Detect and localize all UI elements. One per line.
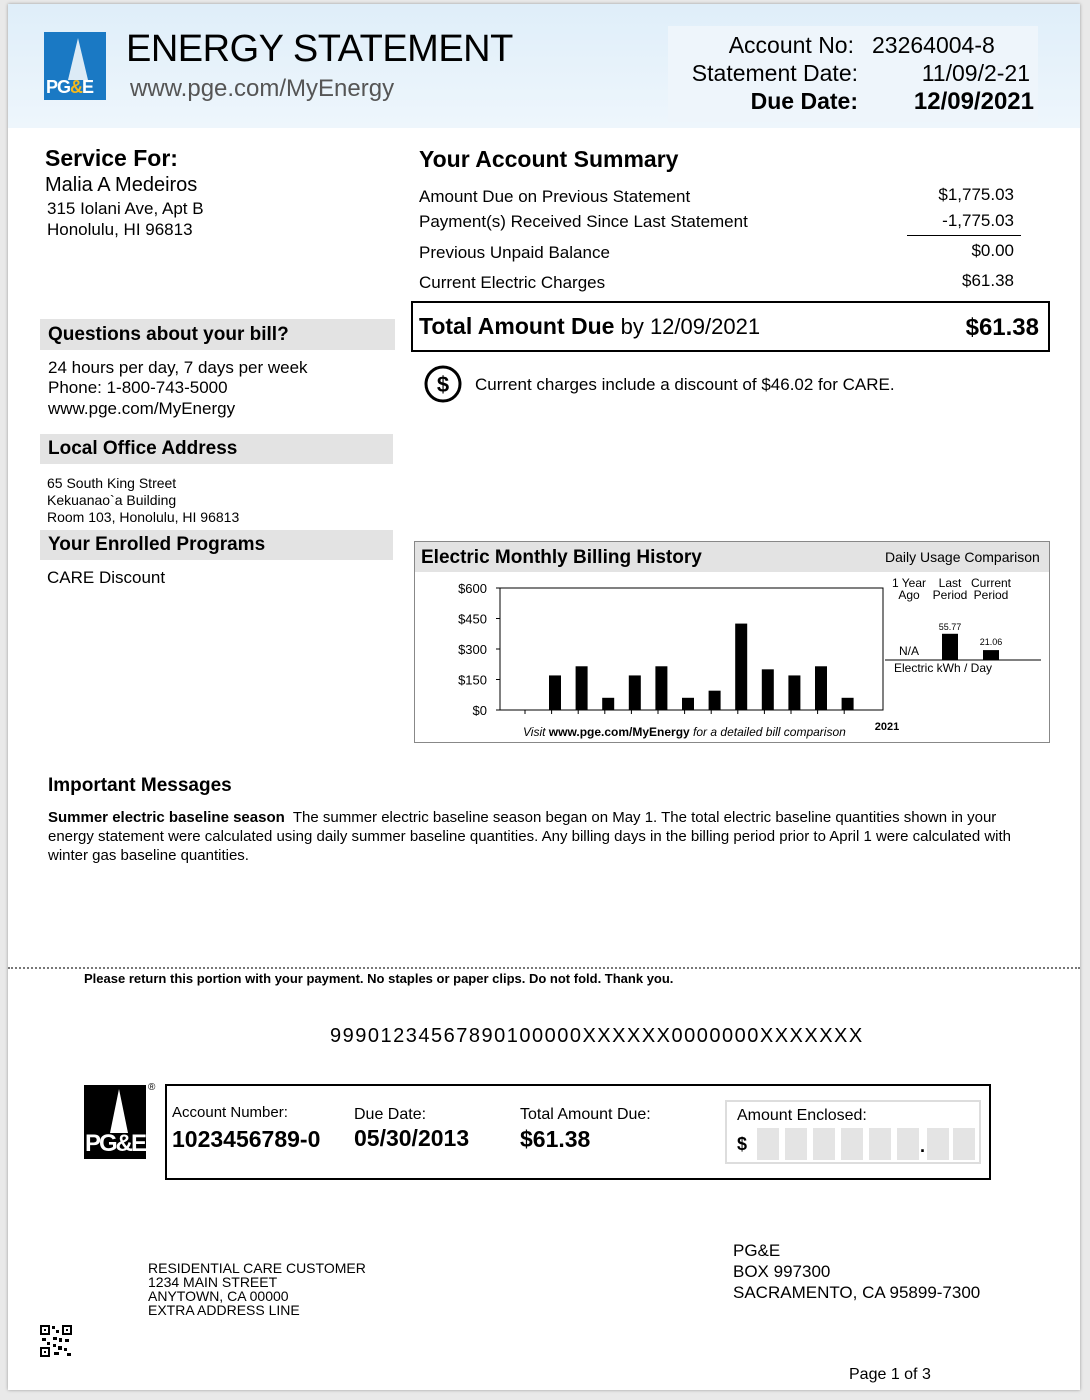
account-no-label: Account No: bbox=[728, 32, 854, 58]
svg-text:$: $ bbox=[436, 372, 450, 397]
chart-title: Electric Monthly Billing History bbox=[421, 547, 702, 568]
amount-decimal-point: . bbox=[920, 1136, 926, 1156]
amount-digit-box[interactable] bbox=[953, 1128, 975, 1160]
amount-enclosed-currency: $ bbox=[737, 1134, 748, 1154]
billing-bar-plot bbox=[415, 572, 915, 742]
stub-logo-bolt-icon bbox=[110, 1089, 128, 1133]
service-address-line1: 315 Iolani Ave, Apt B bbox=[47, 199, 204, 218]
amount-enclosed-field[interactable] bbox=[725, 1100, 981, 1164]
billing-bar bbox=[762, 669, 774, 710]
amount-digit-box[interactable] bbox=[813, 1128, 835, 1160]
statement-header bbox=[8, 4, 1080, 128]
stub-total-value: $61.38 bbox=[520, 1126, 591, 1152]
stub-account-value: 1023456789-0 bbox=[172, 1126, 321, 1152]
summary-row-value: $0.00 bbox=[971, 241, 1014, 260]
summary-divider bbox=[907, 235, 1021, 236]
y-tick-label: $0 bbox=[472, 703, 487, 718]
summary-row-label: Current Electric Charges bbox=[419, 273, 606, 292]
enrolled-program-item: CARE Discount bbox=[47, 568, 166, 587]
local-office-heading: Local Office Address bbox=[40, 434, 393, 464]
daily-current-label: 21.06 bbox=[979, 637, 1003, 648]
daily-usage-title-bar bbox=[879, 542, 1049, 572]
registered-mark: ® bbox=[148, 1082, 156, 1093]
stub-account-label: Account Number: bbox=[172, 1104, 288, 1121]
y-tick-label: $450 bbox=[458, 611, 487, 627]
chart-footnote: Visit www.pge.com/MyEnergy for a detailed bill comparison bbox=[523, 725, 846, 739]
due-date-label: Due Date: bbox=[750, 88, 858, 114]
logo-bolt-icon bbox=[68, 38, 88, 80]
daily-column-header: Period bbox=[932, 588, 968, 602]
daily-column-header: Period bbox=[973, 588, 1009, 602]
daily-column-header: Ago bbox=[898, 588, 920, 602]
daily-usage-title: Daily Usage Comparison bbox=[885, 549, 1040, 565]
daily-column-header: Current bbox=[970, 576, 1012, 590]
daily-column-header: Last bbox=[938, 576, 962, 590]
dollar-circle-icon bbox=[423, 364, 463, 404]
amount-digit-box[interactable] bbox=[757, 1128, 779, 1160]
customer-address-line: EXTRA ADDRESS LINE bbox=[148, 1302, 300, 1318]
billing-bar bbox=[788, 675, 800, 710]
summary-row-value: -1,775.03 bbox=[942, 211, 1014, 230]
account-summary-heading: Your Account Summary bbox=[419, 146, 679, 172]
billing-bar bbox=[629, 675, 641, 710]
stub-logo-text: PG&E bbox=[85, 1130, 146, 1157]
service-for-heading: Service For: bbox=[45, 145, 178, 171]
important-messages-heading: Important Messages bbox=[48, 775, 232, 796]
summary-row-value: $61.38 bbox=[962, 271, 1014, 290]
amount-digit-box[interactable] bbox=[785, 1128, 807, 1160]
office-line3: Room 103, Honolulu, HI 96813 bbox=[47, 509, 240, 525]
billing-bar bbox=[682, 698, 694, 710]
billing-history-chart bbox=[414, 541, 1050, 743]
daily-bar-last bbox=[942, 634, 958, 660]
total-amount-due-box bbox=[411, 301, 1050, 352]
account-info-box bbox=[668, 26, 1038, 122]
x-year-label: 2021 bbox=[874, 721, 900, 733]
customer-address-line: ANYTOWN, CA 00000 bbox=[148, 1288, 289, 1304]
remit-address-line: PG&E bbox=[733, 1241, 781, 1260]
customer-address-block bbox=[148, 1261, 366, 1317]
stub-total-label: Total Amount Due: bbox=[520, 1106, 651, 1123]
questions-phone: Phone: 1-800-743-5000 bbox=[48, 378, 228, 397]
remit-address-line: BOX 997300 bbox=[733, 1262, 831, 1281]
billing-bar bbox=[709, 691, 721, 710]
payment-stub-box bbox=[165, 1084, 991, 1180]
remit-address-line: SACRAMENTO, CA 95899-7300 bbox=[733, 1283, 981, 1302]
questions-hours: 24 hours per day, 7 days per week bbox=[48, 358, 308, 377]
stub-due-value: 05/30/2013 bbox=[354, 1125, 470, 1151]
total-label: Total Amount Due by 12/09/2021 bbox=[419, 313, 761, 339]
chart-title-bar bbox=[415, 542, 879, 572]
header-url: www.pge.com/MyEnergy bbox=[130, 75, 395, 102]
daily-year-ago-value: N/A bbox=[898, 644, 920, 658]
billing-bar bbox=[549, 675, 561, 710]
billing-bar bbox=[815, 666, 827, 710]
daily-bar-current bbox=[983, 650, 999, 660]
office-line2: Kekuanao`a Building bbox=[47, 492, 177, 508]
statement-page bbox=[8, 4, 1080, 1390]
billing-bar bbox=[842, 698, 854, 710]
y-tick-label: $150 bbox=[458, 672, 487, 688]
amount-digit-box[interactable] bbox=[927, 1128, 949, 1160]
account-no-value: 23264004-8 bbox=[872, 32, 995, 58]
return-note: Please return this portion with your payment. No staples or paper clips. Do not fold. Thank you. bbox=[84, 971, 674, 986]
due-date-value: 12/09/2021 bbox=[913, 88, 1034, 115]
daily-unit-label: Electric kWh / Day bbox=[894, 661, 993, 675]
billing-bar bbox=[655, 666, 667, 710]
summary-row-label: Payment(s) Received Since Last Statement bbox=[419, 212, 748, 231]
questions-url: www.pge.com/MyEnergy bbox=[48, 399, 236, 418]
enrolled-programs-heading: Your Enrolled Programs bbox=[40, 530, 393, 560]
daily-last-label: 55.77 bbox=[938, 621, 962, 632]
qr-code-icon bbox=[39, 1324, 73, 1358]
billing-bar bbox=[602, 698, 614, 710]
customer-address-line: 1234 MAIN STREET bbox=[148, 1274, 278, 1290]
scan-line: 99901234567890100000XXXXXX0000000XXXXXXX bbox=[330, 1025, 864, 1047]
statement-date-value: 11/09/2-21 bbox=[921, 60, 1030, 86]
tear-line bbox=[8, 967, 1080, 969]
service-name: Malia A Medeiros bbox=[45, 174, 198, 196]
discount-note: Current charges include a discount of $46.02 for CARE. bbox=[475, 375, 895, 394]
amount-digit-box[interactable] bbox=[841, 1128, 863, 1160]
pge-logo bbox=[44, 32, 106, 100]
amount-digit-box[interactable] bbox=[897, 1128, 919, 1160]
amount-digit-box[interactable] bbox=[869, 1128, 891, 1160]
billing-bar bbox=[735, 624, 747, 710]
y-tick-label: $600 bbox=[458, 581, 487, 596]
remit-address-block bbox=[733, 1240, 980, 1303]
customer-address-line: RESIDENTIAL CARE CUSTOMER bbox=[148, 1260, 366, 1276]
statement-date-label: Statement Date: bbox=[691, 60, 858, 86]
statement-title: ENERGY STATEMENT bbox=[126, 28, 513, 70]
total-amount-value: $61.38 bbox=[965, 314, 1039, 341]
summary-row-label: Previous Unpaid Balance bbox=[419, 243, 610, 262]
summary-row-label: Amount Due on Previous Statement bbox=[419, 187, 691, 206]
service-address-line2: Honolulu, HI 96813 bbox=[47, 220, 193, 239]
office-line1: 65 South King Street bbox=[47, 475, 177, 491]
amount-enclosed-label: Amount Enclosed: bbox=[737, 1107, 867, 1124]
page-number: Page 1 of 3 bbox=[849, 1366, 931, 1383]
summary-row-value: $1,775.03 bbox=[938, 185, 1014, 204]
daily-column-header: 1 Year bbox=[891, 576, 927, 590]
important-message-body: Summer electric baseline season The summer electric baseline season began on May 1. The total electric baseline quantities shown in your energy statement were calculated using daily summer baseline quantities. Any billing days in the billing period prior to April 1 were calculated with winter gas baseline quantities. bbox=[48, 809, 1016, 864]
logo-text: PG&E bbox=[46, 77, 94, 97]
y-tick-label: $300 bbox=[458, 642, 487, 657]
billing-bar bbox=[576, 666, 588, 710]
questions-heading: Questions about your bill? bbox=[40, 319, 395, 350]
stub-pge-logo bbox=[84, 1085, 146, 1159]
stub-due-label: Due Date: bbox=[354, 1106, 427, 1123]
